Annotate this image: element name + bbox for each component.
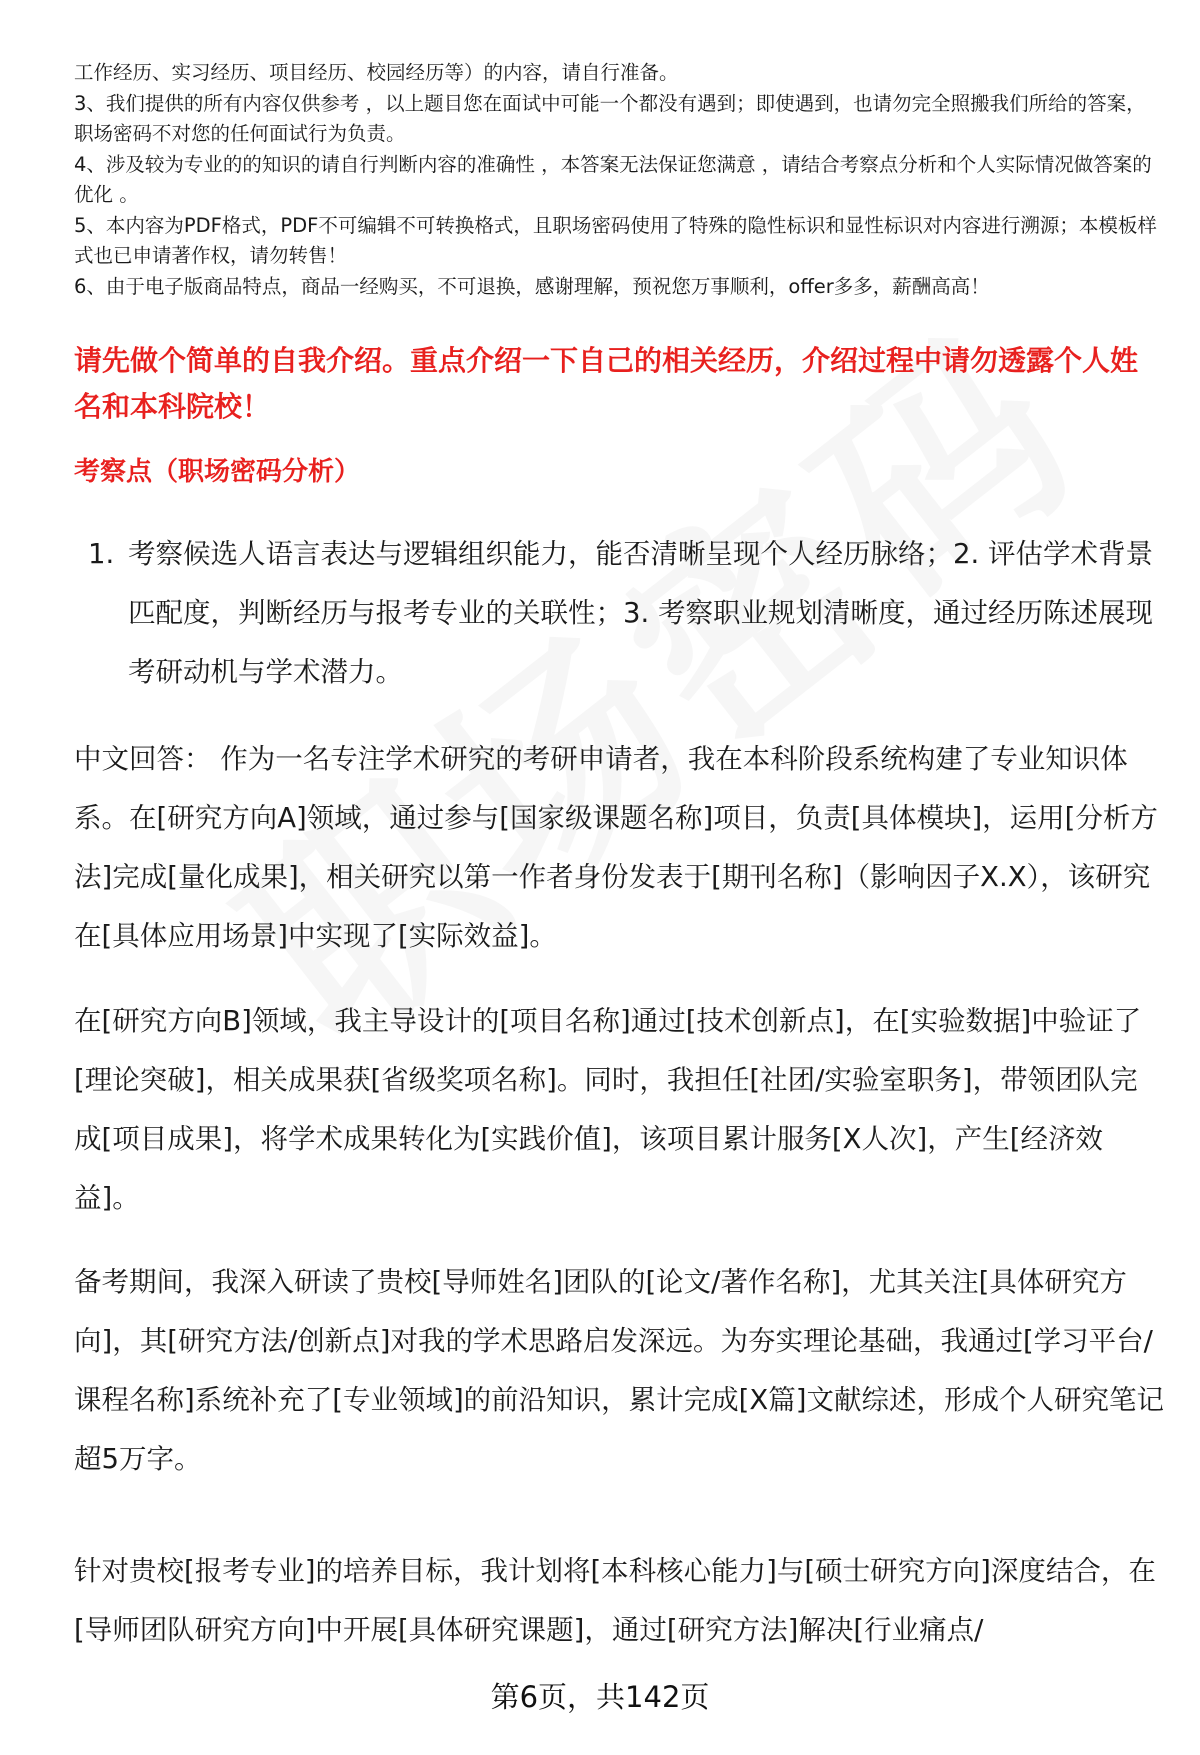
note-line: 3、我们提供的所有内容仅供参考 ，以上题目您在面试中可能一个都没有遇到；即使遇到，也请勿完全照搬我们所给的答案，职场密码不对您的任何面试行为负责。: [74, 91, 1146, 145]
interview-question: 请先做个简单的自我介绍。重点介绍一下自己的相关经历，介绍过程中请勿透露个人姓名和本科院校！: [74, 344, 1139, 423]
note-line: 4、涉及较为专业的的知识的请自行判断内容的准确性 ，本答案无法保证您满意 ，请结合考察点分析和个人实际情况做答案的优化 。: [74, 152, 1152, 206]
answer-paragraph: 在[研究方向B]领域，我主导设计的[项目名称]通过[技术创新点]，在[实验数据]中验证了[理论突破]，相关成果获[省级奖项名称]。同时，我担任[社团/实验室职务]，带领团队完成[项目成果]，将学术成果转化为[实践价值]，该项目累计服务[X人次]，产生[经济效益]。: [74, 1005, 1142, 1214]
answer-paragraph: 中文回答： 作为一名专注学术研究的考研申请者，我在本科阶段系统构建了专业知识体系。在[研究方向A]领域，通过参与[国家级课题名称]项目，负责[具体模块]，运用[分析方法]完成[量化成果]，相关研究以第一作者身份发表于[期刊名称]（影响因子X.X），该研究在[具体应用场景]中实现了[实际效益]。: [74, 743, 1158, 952]
answer-paragraph: 针对贵校[报考专业]的培养目标，我计划将[本科核心能力]与[硕士研究方向]深度结合，在[导师团队研究方向]中开展[具体研究课题]，通过[研究方法]解决[行业痛点/: [74, 1555, 1156, 1646]
note-line: 工作经历、实习经历、项目经历、校园经历等）的内容，请自行准备。: [74, 61, 679, 84]
note-line: 5、本内容为PDF格式，PDF不可编辑不可转换格式，且职场密码使用了特殊的隐性标识和显性标识对内容进行溯源；本模板样式也已申请著作权，请勿转售！: [74, 213, 1157, 267]
analysis-heading: 考察点（职场密码分析）: [74, 457, 361, 487]
page-number: 第6页，共142页: [490, 1680, 710, 1714]
analysis-point-text: 考察候选人语言表达与逻辑组织能力，能否清晰呈现个人经历脉络；2. 评估学术背景匹配度，判断经历与报考专业的关联性；3. 考察职业规划清晰度，通过经历陈述展现考研动机与学术潜力。: [128, 538, 1153, 688]
answer-paragraph: 备考期间，我深入研读了贵校[导师姓名]团队的[论文/著作名称]，尤其关注[具体研究方向]，其[研究方法/创新点]对我的学术思路启发深远。为夯实理论基础，我通过[学习平台/课程名称]系统补充了[专业领域]的前沿知识，累计完成[X篇]文献综述，形成个人研究笔记超5万字。: [74, 1266, 1164, 1475]
analysis-point: [88, 525, 1163, 702]
note-line: 6、由于电子版商品特点，商品一经购买，不可退换，感谢理解，预祝您万事顺利，offer多多，薪酬高高！: [74, 274, 990, 298]
analysis-point-number: 1.: [88, 538, 115, 570]
notes-block: [74, 58, 1164, 302]
